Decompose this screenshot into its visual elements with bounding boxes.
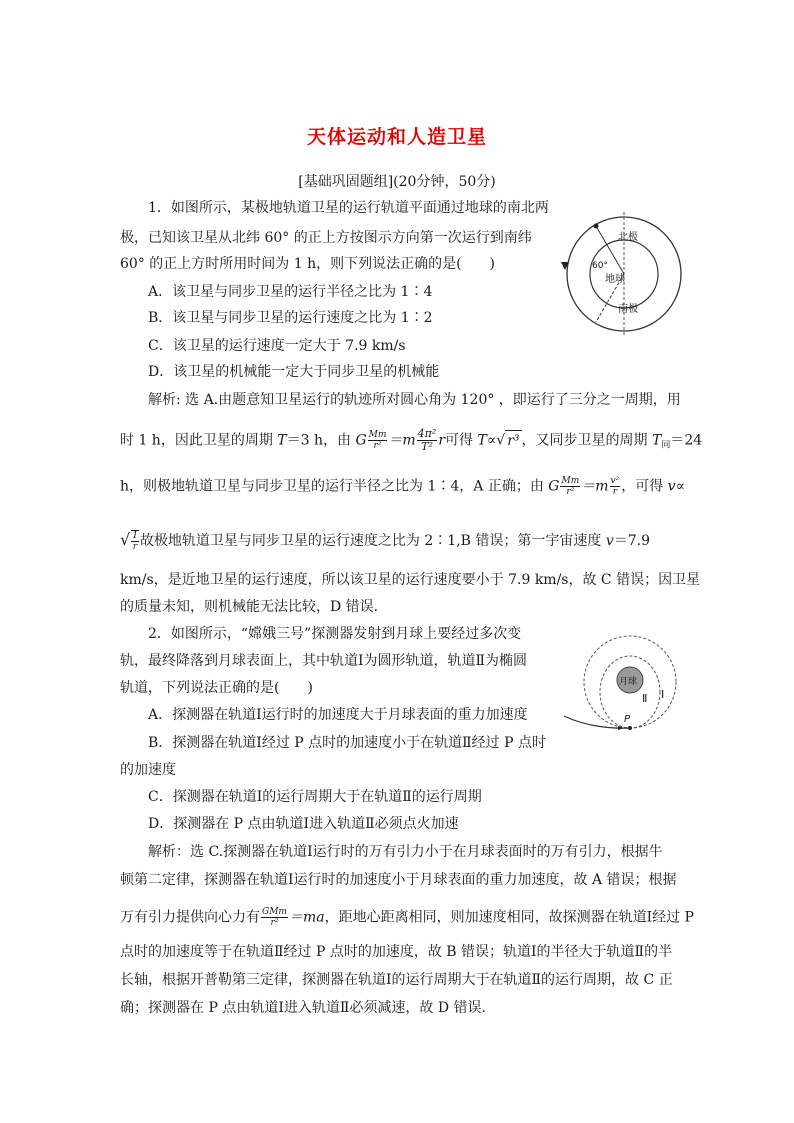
q1-analysis-line-2: 时 1 h，因此卫星的周期 T＝3 h，由 G $\frac{Mm}{\text{r²}}$ ＝m $\frac{\text{4π²}}{\text{T²}}$ r可得 T∝√ r³ ，又同步卫星的周期 $T_同=24$	[120, 427, 703, 453]
fraction-mm-r2	[560, 476, 580, 497]
symbol-T: T	[477, 432, 487, 449]
q1-analysis-line-3	[120, 476, 685, 497]
page-title: 天体运动和人造卫星	[306, 126, 487, 148]
text-span: ，可得	[621, 478, 668, 495]
symbol-T: T	[651, 432, 662, 449]
q2-analysis-line-2: 顿第二定律，探测器在轨道Ⅰ运行时的加速度小于月球表面的重力加速度，故 A 错误；根据	[120, 872, 677, 888]
earth-label: 地球	[605, 274, 625, 285]
text-span: ＝7.9	[613, 533, 651, 549]
text-span: h，则极地轨道卫星与同步卫星的运行半径之比为 1∶4，A 正确；由	[120, 478, 549, 495]
q1-analysis-line-5: km/s，是近地卫星的运行速度，所以该卫星的运行速度要小于 7.9 km/s，故 C 错误；因卫星	[120, 572, 701, 588]
numerator: Mm	[561, 476, 580, 486]
polar-orbit-figure	[560, 210, 688, 338]
text-span: ＝3 h，由	[286, 432, 356, 449]
symbol-T: T	[277, 432, 287, 449]
denominator: r²	[566, 487, 575, 497]
q1-option-b: B．该卫星与同步卫星的运行速度之比为 1∶2	[148, 310, 433, 326]
equals-ma: ＝ma	[288, 909, 325, 926]
section-subtitle: [基础巩固题组](20分钟，50分)	[298, 174, 496, 190]
symbol-r: r	[438, 432, 446, 449]
text-span: 可得	[445, 432, 478, 449]
q2-stem-line-1: 2．如图所示，“嫦娥三号”探测器发射到月球上要经过多次变	[148, 626, 522, 642]
numerator: v²	[610, 476, 620, 486]
q2-analysis-line-4: 点时的加速度等于在轨道Ⅱ经过 P 点时的加速度，故 B 错误；轨道Ⅰ的半径大于轨道Ⅱ的半	[120, 944, 673, 960]
fraction-gmm-r2	[261, 907, 288, 928]
south-pole-label: 南极	[618, 304, 638, 315]
proportional-sign: ∝	[675, 478, 686, 495]
text-span: 时 1 h，因此卫星的周期	[120, 432, 278, 449]
q1-analysis-line-4: √ $\frac{1}{r}$ 故极地轨道卫星与同步卫星的运行速度之比为 2∶1,B 错误；第一宇宙速度 v＝7.9	[120, 530, 651, 552]
sqrt-r3: r³	[505, 430, 521, 451]
numerator: 4π²	[417, 427, 437, 440]
symbol-G: G	[355, 432, 367, 449]
subscript-sync: 同	[661, 440, 671, 451]
q2-option-b: B．探测器在轨道Ⅰ经过 P 点时的加速度小于在轨道Ⅱ经过 P 点时	[148, 735, 546, 751]
q2-analysis-line-1: 解析：选 C.探测器在轨道Ⅰ运行时的万有引力小于在月球表面时的万有引力，根据牛	[148, 844, 663, 860]
q2-stem-line-2: 轨，最终降落到月球表面上，其中轨道Ⅰ为圆形轨道，轨道Ⅱ为椭圆	[120, 653, 528, 669]
fraction-4pi2-t2	[417, 428, 438, 453]
denominator: r	[132, 542, 138, 552]
equals-m: ＝m	[581, 478, 609, 495]
denominator: T²	[421, 440, 433, 453]
point-p-label: P	[624, 714, 631, 725]
symbol-v: v	[605, 533, 614, 549]
denominator: r²	[373, 441, 382, 451]
orbit-one-label: Ⅰ	[661, 688, 665, 701]
q2-analysis-line-3	[120, 907, 694, 928]
q1-analysis-line-1: 解析: 选 A.由题意知卫星运行的轨迹所对圆心角为 120° ，即运行了三分之一周期，用	[148, 392, 681, 408]
fraction-mm-r2	[368, 430, 388, 451]
q2-option-d: D．探测器在 P 点由轨道Ⅰ进入轨道Ⅱ必须点火加速	[148, 816, 459, 832]
q1-option-c: C．该卫星的运行速度一定大于 7.9 km/s	[148, 338, 406, 354]
q1-stem-line-3: 60° 的正上方时所用时间为 1 h，则下列说法正确的是( )	[120, 256, 496, 272]
north-pole-label: 北极	[618, 232, 638, 243]
q2-option-a: A．探测器在轨道Ⅰ运行时的加速度大于月球表面的重力加速度	[148, 707, 528, 723]
fraction-v2-r	[610, 476, 621, 497]
q1-option-d: D．该卫星的机械能一定大于同步卫星的机械能	[148, 364, 440, 380]
fraction-1-r	[131, 530, 139, 552]
numerator: Mm	[368, 430, 387, 440]
satellite-dot	[594, 224, 599, 229]
angle-label: 60°	[592, 261, 608, 271]
symbol-v: v	[667, 478, 676, 495]
numerator: 1	[132, 531, 138, 541]
proportional-sign: ∝	[486, 432, 497, 449]
text-span: 万有引力提供向心力有	[120, 909, 260, 926]
text-span: ，又同步卫星的周期	[521, 432, 652, 449]
denominator: r²	[270, 918, 279, 928]
equals-m: ＝m	[388, 432, 416, 449]
q1-analysis-line-6: 的质量未知，则机械能无法比较，D 错误．	[120, 599, 388, 615]
q2-analysis-line-6: 确；探测器在 P 点由轨道Ⅰ进入轨道Ⅱ必须减速，故 D 错误．	[120, 1000, 496, 1016]
denominator: r	[612, 487, 618, 497]
symbol-G: G	[548, 478, 560, 495]
text-span: ＝24	[670, 432, 703, 449]
q2-analysis-line-5: 长轴，根据开普勒第三定律，探测器在轨道Ⅰ的运行周期大于在轨道Ⅱ的运行周期，故 C 正	[120, 972, 673, 988]
lunar-orbit-figure	[560, 634, 690, 734]
q1-option-a: A．该卫星与同步卫星的运行半径之比为 1∶4	[148, 284, 433, 300]
point-p-dot	[628, 726, 632, 730]
q1-stem-line-1: 1．如图所示，某极地轨道卫星的运行轨道平面通过地球的南北两	[148, 200, 549, 216]
text-span: ，距地心距离相同，则加速度相同，故探测器在轨道Ⅰ经过 P	[324, 909, 694, 926]
q2-option-c: C．探测器在轨道Ⅰ的运行周期大于在轨道Ⅱ的运行周期	[148, 789, 482, 805]
q2-option-b-cont: 的加速度	[120, 762, 176, 778]
moon-label: 月球	[619, 677, 638, 687]
orbit-two-label: Ⅱ	[642, 692, 648, 705]
q2-stem-line-3: 轨道，下列说法正确的是( )	[120, 680, 313, 696]
q1-stem-line-2: 极，已知该卫星从北纬 60° 的正上方按图示方向第一次运行到南纬	[120, 230, 532, 246]
text-span: 故极地轨道卫星与同步卫星的运行速度之比为 2∶1,B 错误；第一宇宙速度	[139, 533, 606, 549]
numerator: GMm	[262, 907, 287, 917]
